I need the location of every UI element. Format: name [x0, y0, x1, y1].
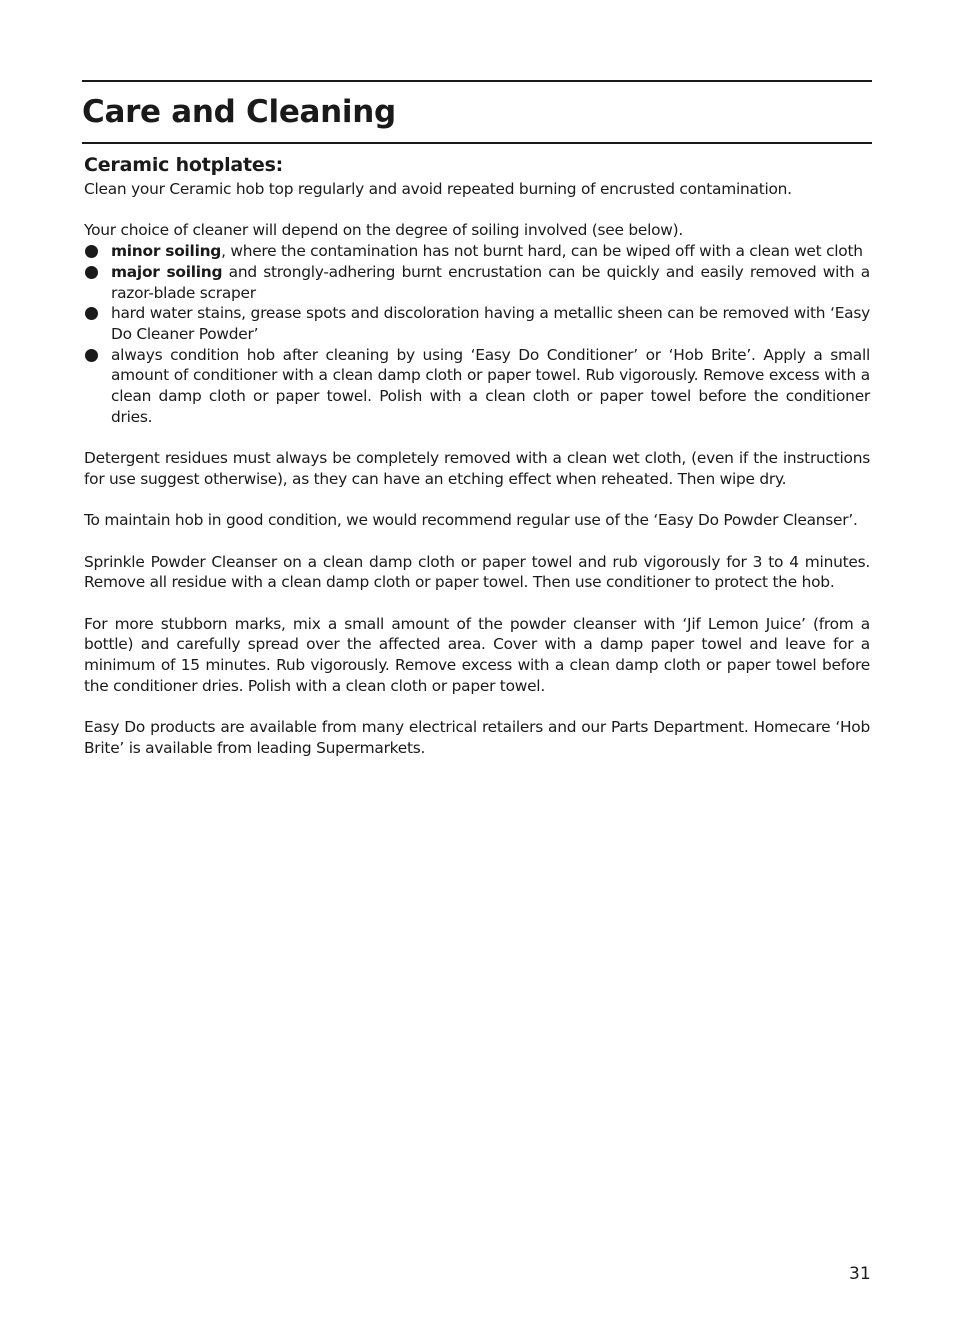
- spacer: [84, 593, 870, 614]
- list-item-text: always condition hob after cleaning by using ‘Easy Do Conditioner’ or ‘Hob Brite’. Apply a small amount of conditioner with a clean damp cloth or paper towel. Rub vigorously. Remove excess with a clean damp cloth or paper towel. Polish with a clean cloth or paper towel before the conditioner dries.: [111, 345, 870, 426]
- section-heading: Ceramic hotplates:: [84, 154, 284, 176]
- intro-paragraph: Clean your Ceramic hob top regularly and avoid repeated burning of encrusted contamination.: [84, 180, 792, 198]
- page-title: Care and Cleaning: [82, 94, 396, 130]
- list-item-bold: major soiling: [111, 262, 223, 281]
- availability-paragraph: Easy Do products are available from many electrical retailers and our Parts Department. Homecare ‘Hob Brite’ is available from leading Supermarkets.: [84, 718, 870, 757]
- maintain-paragraph: To maintain hob in good condition, we would recommend regular use of the ‘Easy Do Powder Cleanser’.: [84, 511, 858, 530]
- bullet-icon: [85, 266, 98, 279]
- spacer: [84, 697, 870, 718]
- list-item-text: , where the contamination has not burnt hard, can be wiped off with a clean wet cloth: [221, 242, 863, 261]
- list-item: [84, 241, 870, 262]
- list-item-text: hard water stains, grease spots and discoloration having a metallic sheen can be removed with ‘Easy Do Cleaner Powder’: [111, 304, 870, 343]
- soiling-list: [84, 241, 870, 427]
- spacer: [84, 490, 870, 511]
- list-item: [84, 303, 870, 344]
- top-rule: [82, 80, 872, 82]
- sprinkle-paragraph: Sprinkle Powder Cleanser on a clean damp cloth or paper towel and rub vigorously for 3 to 4 minutes. Remove all residue with a clean damp cloth or paper towel. Then use conditioner to protect the hob.: [84, 552, 870, 592]
- list-item-text: and strongly-adhering burnt encrustation can be quickly and easily removed with a razor-blade scraper: [111, 262, 870, 302]
- page-number: 31: [849, 1264, 871, 1284]
- bullet-icon: [85, 245, 98, 258]
- list-item: [84, 262, 870, 303]
- title-rule: [82, 142, 872, 144]
- bullet-icon: [85, 307, 98, 320]
- spacer: [84, 200, 870, 221]
- list-item: [84, 345, 870, 428]
- bullet-icon: [85, 349, 98, 362]
- spacer: [84, 531, 870, 552]
- list-item-bold: minor soiling: [111, 242, 222, 261]
- main-content: [84, 151, 870, 759]
- stubborn-marks-paragraph: For more stubborn marks, mix a small amount of the powder cleanser with ‘Jif Lemon Juice’ (from a bottle) and carefully spread over the affected area. Cover with a damp paper towel and leave for a minimum of 15 minutes. Rub vigorously. Remove excess with a clean damp cloth or paper towel before the conditioner dries. Polish with a clean cloth or paper towel.: [84, 614, 870, 695]
- cleaner-choice-paragraph: Your choice of cleaner will depend on the degree of soiling involved (see below).: [84, 221, 684, 240]
- spacer: [84, 427, 870, 448]
- detergent-paragraph: Detergent residues must always be completely removed with a clean wet cloth, (even if the instructions for use suggest otherwise), as they can have an etching effect when reheated. Then wipe dry.: [84, 449, 870, 488]
